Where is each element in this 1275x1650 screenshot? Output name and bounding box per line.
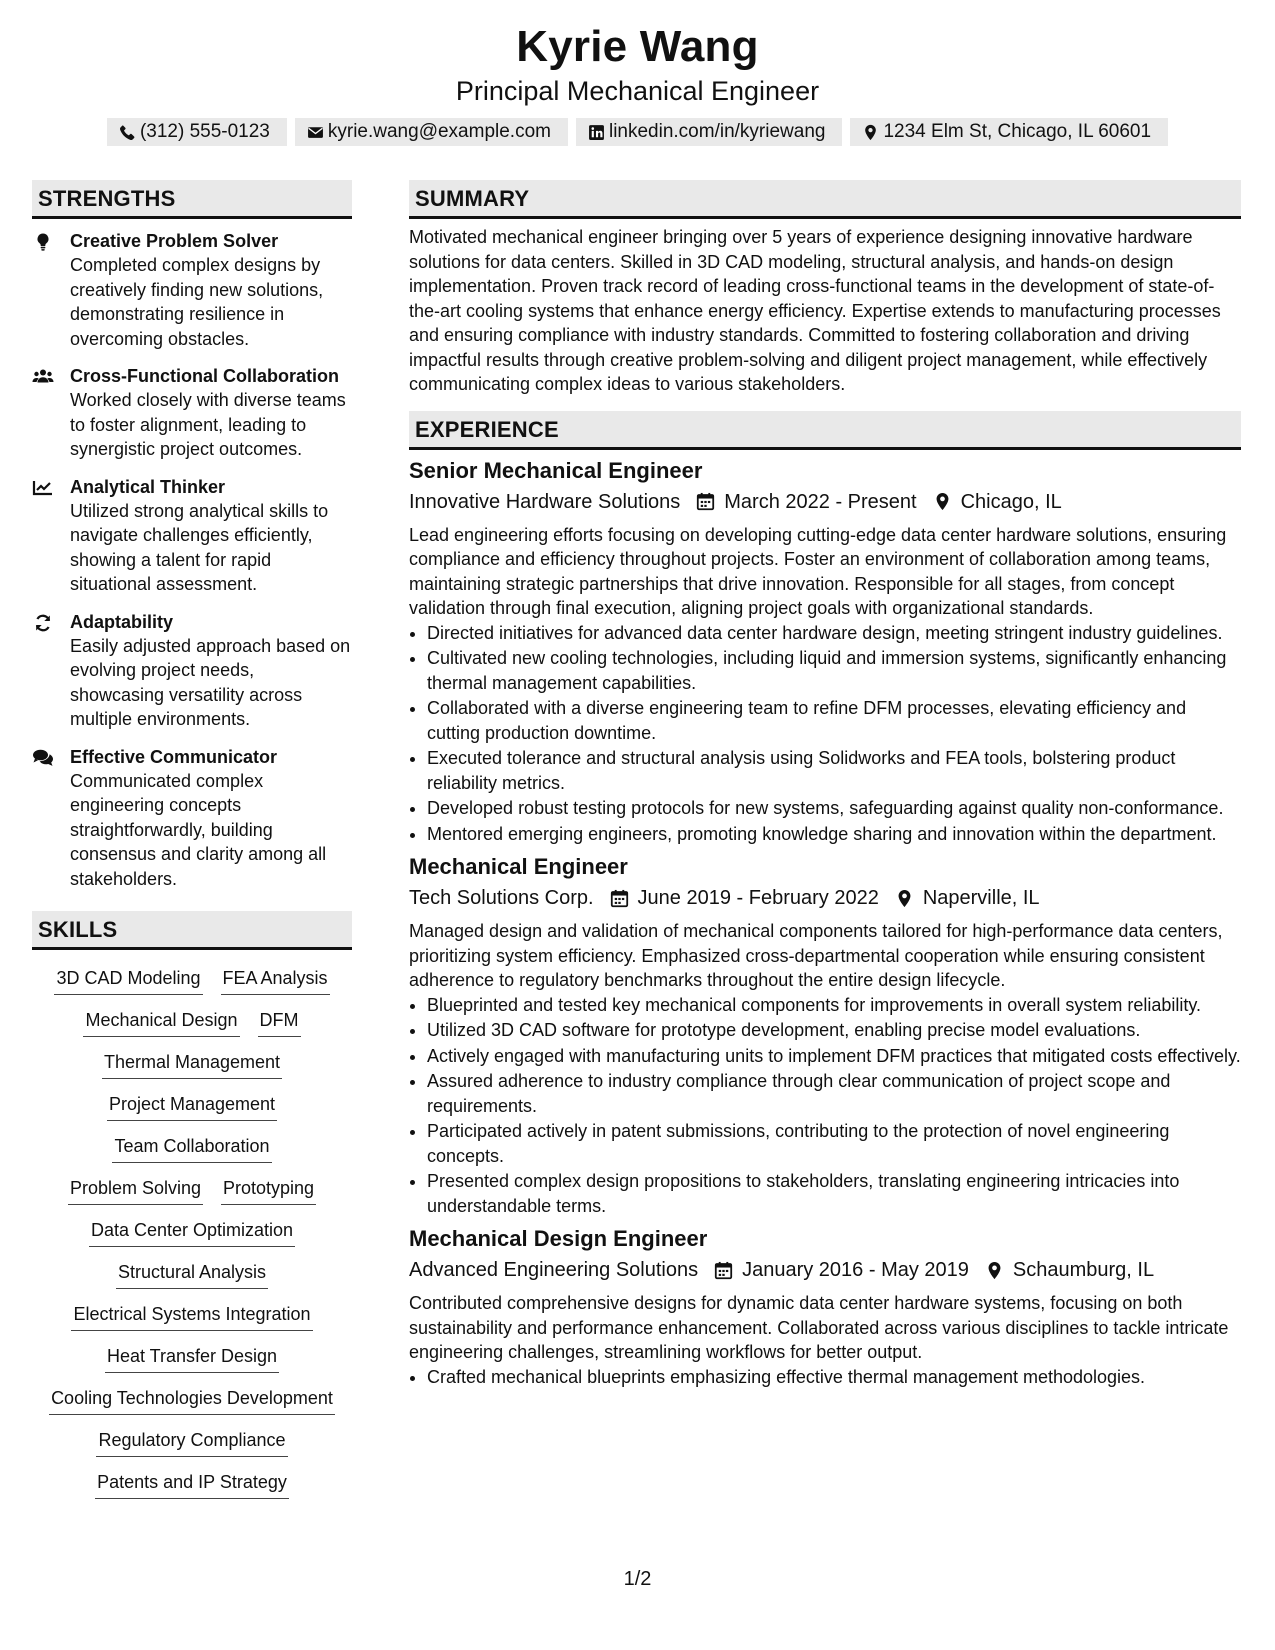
map-marker-icon xyxy=(862,124,879,141)
lightbulb-icon xyxy=(32,229,70,351)
list-item: • Executed tolerance and structural analysis using Solidworks and FEA tools, bolstering product reliability metrics. xyxy=(427,746,1241,795)
skill-tag: Problem Solving xyxy=(68,1176,203,1205)
contact-phone-text: (312) 555-0123 xyxy=(139,121,270,142)
experience-heading: EXPERIENCE xyxy=(409,411,1241,450)
strength-item xyxy=(32,364,352,462)
map-marker-icon xyxy=(969,1261,1013,1280)
skill-tag: Data Center Optimization xyxy=(89,1218,295,1247)
strength-item xyxy=(32,229,352,351)
list-item: • Developed robust testing protocols for new systems, safeguarding against quality non-conformance. xyxy=(427,796,1241,821)
list-item: • Presented complex design propositions to stakeholders, translating engineering intricacies into understandable terms. xyxy=(427,1169,1241,1218)
strength-title: Analytical Thinker xyxy=(70,476,226,497)
calendar-icon xyxy=(698,1261,742,1280)
list-item: • Blueprinted and tested key mechanical components for improvements in overall system reliability. xyxy=(427,993,1241,1018)
strength-description: Utilized strong analytical skills to navigate challenges efficiently, showing a talent for rapid situational assessment. xyxy=(70,500,329,594)
skill-tag: Prototyping xyxy=(221,1176,316,1205)
strength-item xyxy=(32,610,352,732)
strength-title: Creative Problem Solver xyxy=(70,231,279,251)
skill-tag: FEA Analysis xyxy=(221,966,330,995)
strength-item xyxy=(32,745,352,892)
job-location: Naperville, IL xyxy=(922,887,1040,909)
phone-icon xyxy=(119,124,136,141)
skill-tag: Patents and IP Strategy xyxy=(95,1470,289,1499)
job-entry xyxy=(409,852,1241,1218)
list-item: • Collaborated with a diverse engineering team to refine DFM processes, elevating efficiency and cutting production downtime. xyxy=(427,696,1241,745)
skill-tag: Cooling Technologies Development xyxy=(49,1386,335,1415)
skills-list xyxy=(32,966,352,1499)
skill-tag: Team Collaboration xyxy=(112,1134,271,1163)
skill-tag: Regulatory Compliance xyxy=(96,1428,287,1457)
job-title: Senior Mechanical Engineer xyxy=(409,457,703,483)
job-bullets xyxy=(409,621,1241,847)
job-meta xyxy=(409,1255,1241,1285)
job-bullets xyxy=(409,1365,1241,1390)
job-title: Mechanical Design Engineer xyxy=(409,1226,708,1251)
resume-header xyxy=(0,0,1275,146)
strength-item xyxy=(32,475,352,597)
job-location: Schaumburg, IL xyxy=(1012,1259,1155,1281)
list-item: • Utilized 3D CAD software for prototype development, enabling precise model evaluations. xyxy=(427,1018,1241,1043)
job-description: Lead engineering efforts focusing on developing cutting-edge data center hardware solutions, ensuring compliance and efficiency throughout projects. Foster an environment of collaboration among teams, maintaining strategic partnerships that drive innovation. Responsible for all stages, from concept validation through final execution, aligning project goals with organizational standards. xyxy=(409,524,1227,618)
skill-tag: Thermal Management xyxy=(102,1050,282,1079)
list-item: • Cultivated new cooling technologies, including liquid and immersion systems, significantly enhancing thermal management capabilities. xyxy=(427,646,1241,695)
job-bullets xyxy=(409,993,1241,1219)
summary-text: Motivated mechanical engineer bringing over 5 years of experience designing innovative hardware solutions for data centers. Skilled in 3D CAD modeling, structural analysis, and hands-on design implementation. Proven track record of leading cross-functional teams in the development of state-of-the-art cooling systems that enhance energy efficiency. Expertise extends to manufacturing processes and ensuring compliance with industry standards. Committed to fostering collaboration and driving impactful results through creative problem-solving and diligent project management, while effectively communicating complex ideas to various stakeholders. xyxy=(409,227,1221,394)
job-meta xyxy=(409,883,1241,913)
sync-icon xyxy=(32,610,70,732)
right-column xyxy=(409,180,1241,1390)
strength-title: Cross-Functional Collaboration xyxy=(70,366,340,386)
contact-bar xyxy=(0,118,1275,146)
left-column xyxy=(32,180,352,1512)
job-company: Innovative Hardware Solutions xyxy=(409,490,681,513)
job-description: Contributed comprehensive designs for dynamic data center hardware systems, focusing on both sustainability and performance enhancement. Collaborated across various disciplines to tackle intricate engineering challenges, streamlining workflows for better output. xyxy=(409,1293,1229,1362)
job-entry xyxy=(409,1224,1241,1389)
map-marker-icon xyxy=(917,492,961,511)
list-item: • Participated actively in patent submissions, contributing to the protection of novel engineering concepts. xyxy=(427,1119,1241,1168)
contact-linkedin-text[interactable]: linkedin.com/in/kyriewang xyxy=(608,121,826,142)
contact-address-text: 1234 Elm St, Chicago, IL 60601 xyxy=(883,121,1152,142)
strength-description: Communicated complex engineering concepts straightforwardly, building consensus and clarity among all stakeholders. xyxy=(70,770,327,889)
contact-phone xyxy=(107,118,287,146)
strength-description: Easily adjusted approach based on evolving project needs, showcasing versatility across multiple environments. xyxy=(70,635,351,729)
job-description: Managed design and validation of mechanical components tailored for high-performance data centers, prioritizing system efficiency. Emphasized cross-departmental cooperation while ensuring consistent adherence to regulatory benchmarks throughout the entire design lifecycle. xyxy=(409,921,1223,990)
job-meta xyxy=(409,487,1241,517)
contact-address xyxy=(850,118,1168,146)
map-marker-icon xyxy=(879,889,923,908)
strength-description: Completed complex designs by creatively finding new solutions, demonstrating resilience in overcoming obstacles. xyxy=(70,255,324,349)
skill-tag: Electrical Systems Integration xyxy=(71,1302,312,1331)
list-item: • Actively engaged with manufacturing units to implement DFM practices that mitigated costs effectively. xyxy=(427,1044,1241,1069)
list-item: • Crafted mechanical blueprints emphasizing effective thermal management methodologies. xyxy=(427,1365,1241,1390)
job-entry xyxy=(409,456,1241,847)
envelope-icon xyxy=(307,124,324,141)
skill-tag: Mechanical Design xyxy=(83,1008,239,1037)
list-item: • Directed initiatives for advanced data center hardware design, meeting stringent industry guidelines. xyxy=(427,621,1241,646)
comments-icon xyxy=(32,745,70,892)
job-dates: March 2022 - Present xyxy=(724,490,917,513)
list-item: • Mentored emerging engineers, promoting knowledge sharing and innovation within the department. xyxy=(427,822,1241,847)
skill-tag: DFM xyxy=(258,1008,301,1037)
strengths-list xyxy=(32,229,352,891)
strength-description: Worked closely with diverse teams to foster alignment, leading to synergistic project outcomes. xyxy=(70,390,346,459)
strength-title: Effective Communicator xyxy=(70,746,278,767)
strengths-heading: STRENGTHS xyxy=(32,180,352,219)
contact-email[interactable] xyxy=(295,118,568,146)
list-item: • Assured adherence to industry compliance through clear communication of project scope and requirements. xyxy=(427,1069,1241,1118)
job-dates: June 2019 - February 2022 xyxy=(637,887,879,909)
skill-tag: Structural Analysis xyxy=(116,1260,268,1289)
candidate-title: Principal Mechanical Engineer xyxy=(455,76,820,106)
job-dates: January 2016 - May 2019 xyxy=(742,1259,969,1281)
chart-line-icon xyxy=(32,475,70,597)
contact-linkedin[interactable] xyxy=(576,118,843,146)
job-title: Mechanical Engineer xyxy=(409,854,628,879)
strength-title: Adaptability xyxy=(70,611,174,632)
job-location: Chicago, IL xyxy=(960,490,1062,513)
calendar-icon xyxy=(680,492,724,511)
job-company: Advanced Engineering Solutions xyxy=(409,1259,699,1281)
skill-tag: Project Management xyxy=(107,1092,277,1121)
summary-heading: SUMMARY xyxy=(409,180,1241,219)
users-icon xyxy=(32,364,70,462)
linkedin-icon xyxy=(588,124,605,141)
skill-tag: Heat Transfer Design xyxy=(105,1344,279,1373)
page-number: 1/2 xyxy=(623,1568,652,1590)
contact-email-text[interactable]: kyrie.wang@example.com xyxy=(327,121,551,142)
job-company: Tech Solutions Corp. xyxy=(409,887,594,909)
skill-tag: 3D CAD Modeling xyxy=(54,966,202,995)
candidate-name: Kyrie Wang xyxy=(516,22,759,71)
skills-heading: SKILLS xyxy=(32,911,352,950)
calendar-icon xyxy=(594,889,638,908)
